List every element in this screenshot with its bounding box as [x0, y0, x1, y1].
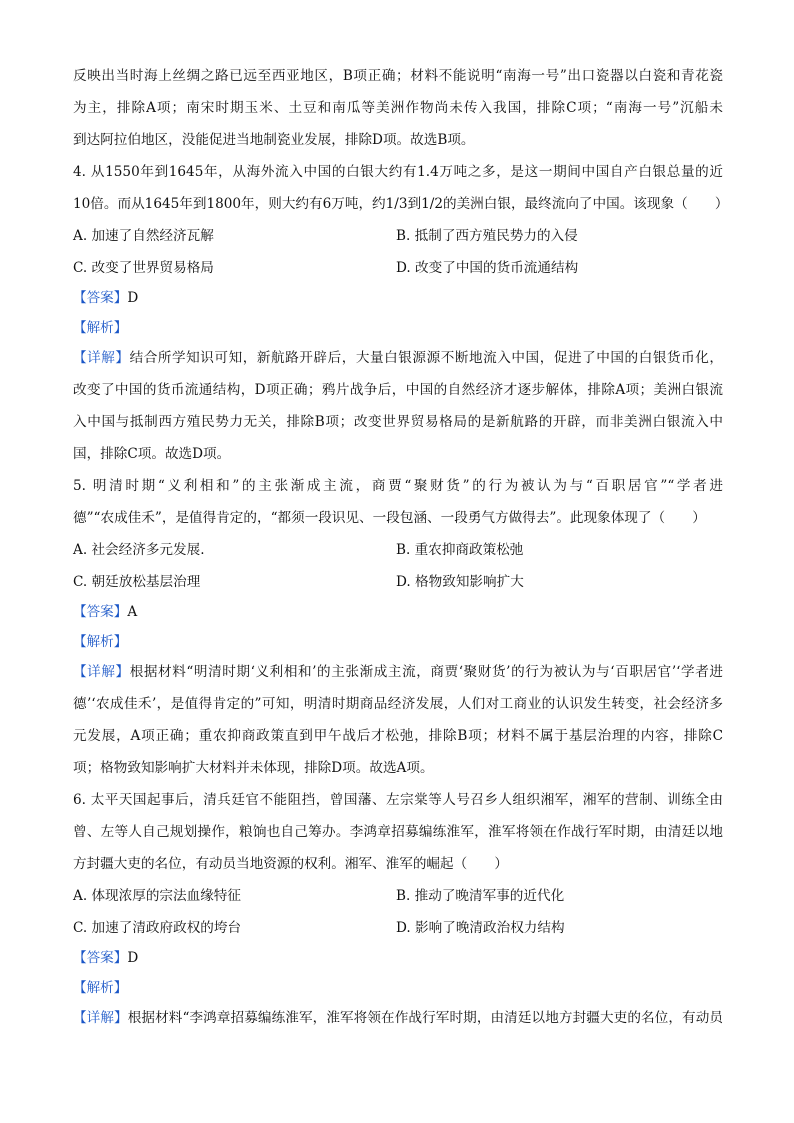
question-5-detail: 【详解】根据材料“明清时期‘义利相和’的主张渐成主流，商贾‘聚财货’的行为被认为与‘百职居官’‘学者进 [73, 664, 723, 680]
question-5-option-a: A. 社会经济多元发展. [73, 542, 205, 558]
answer-label: 【答案】 [73, 950, 128, 966]
question-4-option-a: A. 加速了自然经济瓦解 [73, 228, 214, 244]
question-6-option-d: D. 影响了晚清政治权力结构 [396, 920, 565, 936]
question-6-stem: 6. 太平天国起事后，清兵廷官不能阻挡，曾国藩、左宗棠等人号召乡人组织湘军，湘军的营制、训练全由 [73, 792, 723, 808]
paragraph-line: 为主，排除A项；南宋时期玉米、土豆和南瓜等美洲作物尚未传入我国，排除C项；“南海一号”沉船未 [73, 100, 723, 116]
detail-label: 【详解】 [73, 664, 130, 680]
question-5-detail: 德’‘农成佳禾’，是值得肯定的”可知，明清时期商品经济发展，人们对工商业的认识发生转变，社会经济多 [73, 696, 723, 712]
paragraph-line: 反映出当时海上丝绸之路已远至西亚地区，B项正确；材料不能说明“南海一号”出口瓷器以白瓷和青花瓷 [73, 68, 723, 84]
detail-label: 【详解】 [73, 1010, 128, 1026]
question-6-option-c: C. 加速了清政府政权的垮台 [73, 920, 242, 936]
question-4-stem: 4. 从1550年到1645年，从海外流入中国的白银大约有1.4万吨之多，是这一期间中国自产白银总量的近 [73, 164, 723, 180]
question-4-analysis [73, 318, 127, 338]
question-4-option-b: B. 抵制了西方殖民势力的入侵 [396, 228, 578, 244]
question-6-stem: 方封疆大吏的名位，有动员当地资源的权利。湘军、淮军的崛起（ ） [73, 856, 508, 872]
question-6-answer [73, 948, 138, 968]
question-5-stem: 德”“农成佳禾”，是值得肯定的，“都须一段识见、一段包涵、一段勇气方做得去”。此现象体现了（ ） [73, 510, 706, 526]
paragraph-line: 到达阿拉伯地区，没能促进当地制瓷业发展，排除D项。故选B项。 [73, 132, 475, 148]
question-4-detail: 入中国与抵制西方殖民势力无关，排除B项；改变世界贸易格局的是新航路的开辟，而非美洲白银流入中 [73, 414, 723, 430]
question-4-detail: 改变了中国的货币流通结构，D项正确；鸦片战争后，中国的自然经济才逐步解体，排除A项；美洲白银流 [73, 382, 723, 398]
question-4-stem: 10倍。而从1645年到1800年，则大约有6万吨，约1/3到1/2的美洲白银，最终流向了中国。该现象（ ） [73, 196, 729, 212]
question-5-detail: 项；格物致知影响扩大材料并未体现，排除D项。故选A项。 [73, 760, 434, 776]
question-5-stem: 5. 明清时期“义利相和”的主张渐成主流，商贾“聚财货”的行为被认为与“百职居官”“学者进 [73, 478, 723, 494]
question-5-option-b: B. 重农抑商政策松弛 [396, 542, 524, 558]
question-4-option-c: C. 改变了世界贸易格局 [73, 260, 214, 276]
analysis-label: 【解析】 [73, 980, 128, 996]
question-6-stem: 曾、左等人自己规划操作，粮饷也自己筹办。李鸿章招募编练淮军，淮军将领在作战行军时期，由清廷以地 [73, 824, 723, 840]
question-5-analysis [73, 632, 127, 652]
question-6-analysis [73, 978, 127, 998]
question-5-option-c: C. 朝廷放松基层治理 [73, 574, 201, 590]
question-4-option-d: D. 改变了中国的货币流通结构 [396, 260, 579, 276]
question-6-option-b: B. 推动了晚清军事的近代化 [396, 888, 565, 904]
question-6-option-a: A. 体现浓厚的宗法血缘特征 [73, 888, 241, 904]
question-5-option-d: D. 格物致知影响扩大 [396, 574, 524, 590]
question-5-detail: 元发展，A项正确；重农抑商政策直到甲午战后才松弛，排除B项；材料不属于基层治理的内容，排除C [73, 728, 723, 744]
answer-value: A [127, 604, 138, 620]
answer-label: 【答案】 [73, 604, 128, 620]
answer-value: D [127, 290, 139, 306]
question-4-detail: 【详解】结合所学知识可知，新航路开辟后，大量白银源源不断地流入中国，促进了中国的白银货币化， [73, 350, 724, 366]
question-4-detail: 国，排除C项。故选D项。 [73, 446, 231, 462]
answer-value: D [127, 950, 139, 966]
question-5-answer [73, 602, 137, 622]
analysis-label: 【解析】 [73, 320, 128, 336]
answer-label: 【答案】 [73, 290, 128, 306]
question-6-detail: 【详解】根据材料“李鸿章招募编练淮军，淮军将领在作战行军时期，由清廷以地方封疆大吏的名位，有动员 [73, 1010, 724, 1026]
analysis-label: 【解析】 [73, 634, 128, 650]
question-4-answer [73, 288, 138, 308]
detail-label: 【详解】 [73, 350, 130, 366]
